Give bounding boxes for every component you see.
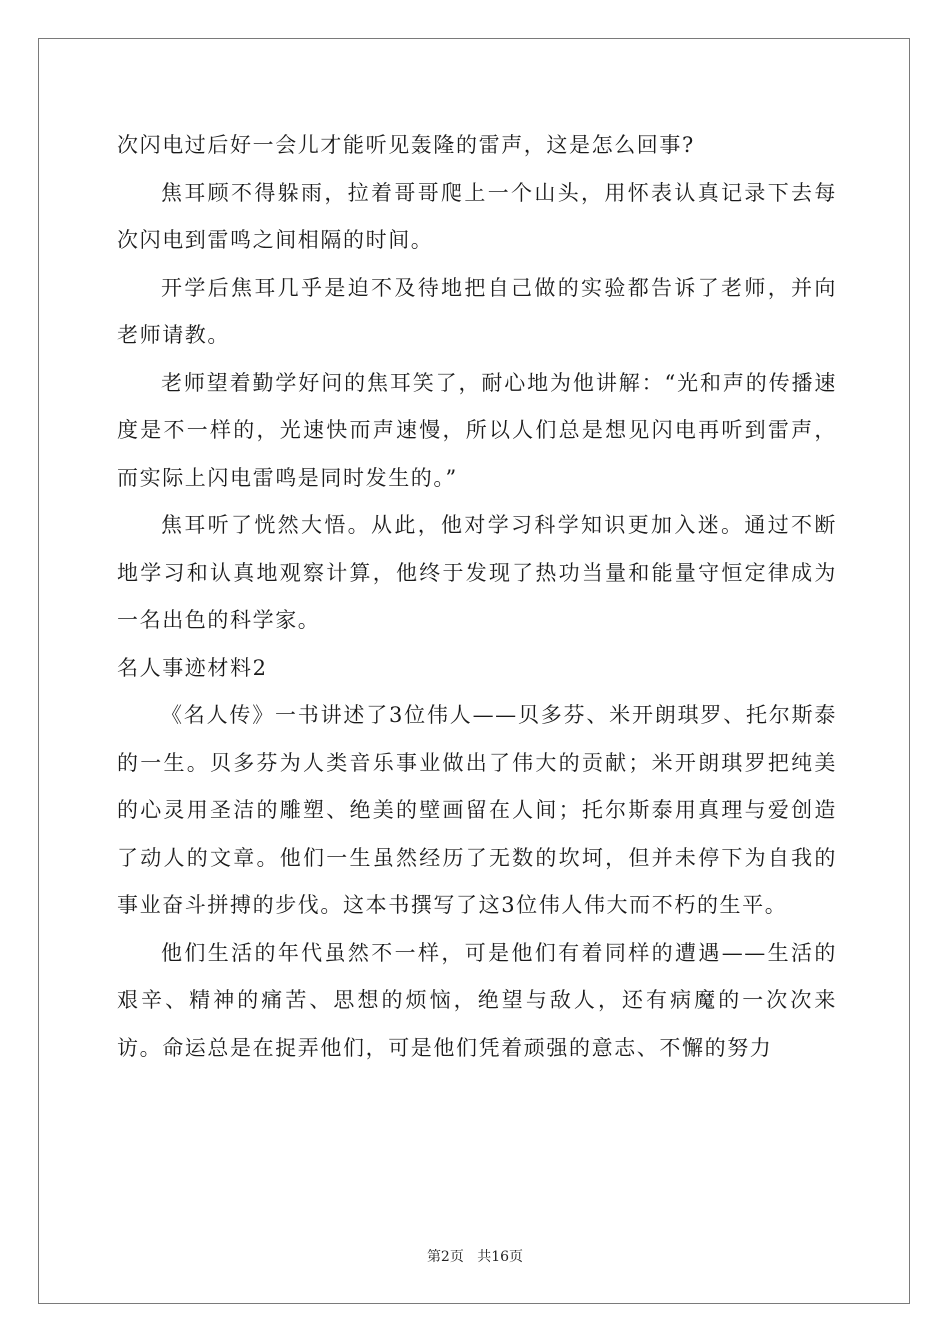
paragraph: 焦耳听了恍然大悟。从此，他对学习科学知识更加入迷。通过不断地学习和认真地观察计算，他终于发现了热功当量和能量守恒定律成为一名出色的科学家。 xyxy=(117,513,837,632)
paragraph: 《名人传》一书讲述了3位伟人——贝多芬、米开朗琪罗、托尔斯泰的一生。贝多芬为人类音乐事业做出了伟大的贡献；米开朗琪罗把纯美的心灵用圣洁的雕塑、绝美的壁画留在人间；托尔斯泰用真理与爱创造了动人的文章。他们一生虽然经历了无数的坎坷，但并未停下为自我的事业奋斗拼搏的步伐。这本书撰写了这3位伟人伟大而不朽的生平。 xyxy=(117,703,837,917)
paragraph: 次闪电过后好一会儿才能听见轰隆的雷声，这是怎么回事? xyxy=(117,133,695,157)
page-footer xyxy=(0,1246,950,1266)
document-body xyxy=(117,122,837,1072)
paragraph: 老师望着勤学好问的焦耳笑了，耐心地为他讲解：“光和声的传播速度是不一样的，光速快而声速慢，所以人们总是想见闪电再听到雷声，而实际上闪电雷鸣是同时发生的。” xyxy=(117,370,837,490)
paragraph: 开学后焦耳几乎是迫不及待地把自己做的实验都告诉了老师，并向老师请教。 xyxy=(117,275,837,347)
page-number: 第2页 xyxy=(426,1249,464,1265)
paragraph: 他们生活的年代虽然不一样，可是他们有着同样的遭遇——生活的艰辛、精神的痛苦、思想的烦恼，绝望与敌人，还有病魔的一次次来访。命运总是在捉弄他们，可是他们凭着顽强的意志、不懈的努力 xyxy=(117,940,837,1060)
paragraph: 焦耳顾不得躲雨，拉着哥哥爬上一个山头，用怀表认真记录下去每次闪电到雷鸣之间相隔的时间。 xyxy=(117,180,837,252)
page-total: 共16页 xyxy=(477,1249,524,1265)
section-heading: 名人事迹材料2 xyxy=(117,655,268,680)
